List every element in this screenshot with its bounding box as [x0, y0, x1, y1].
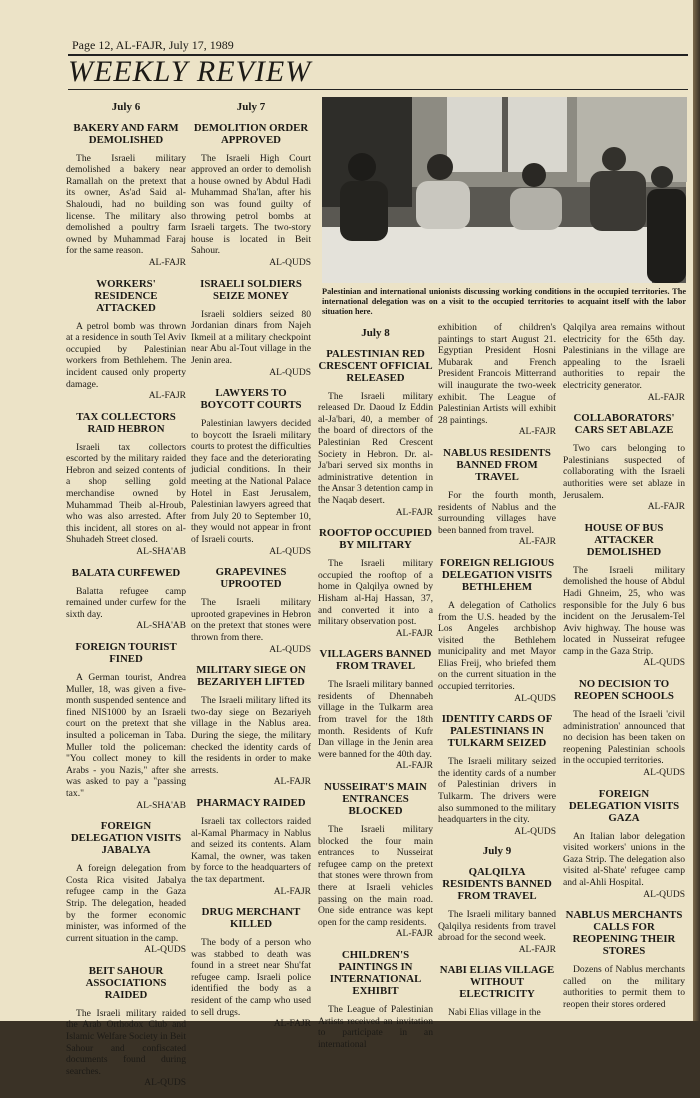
article-body: Nabi Elias village in the: [448, 1007, 541, 1019]
date-heading: July 9: [482, 845, 512, 858]
column-4: [438, 322, 556, 1019]
article-headline: FOREIGN DELEGATION VISITS JABALYA: [70, 820, 182, 857]
article-headline: BEIT SAHOUR ASSOCIATIONS RAIDED: [85, 964, 167, 1001]
article-headline: IDENTITY CARDS OF PALESTINIANS IN TULKARM SEIZED: [441, 713, 553, 750]
article-body: The Israeli military released Dr. Daoud Iz Eddin al-Ja'bari, 40, a member of the board of directors of the Palestinian Red Crescent Society in Hebron. Dr. al-Ja'bari served six months in administrative detention in the Ansar 3 detention camp in the Naqab desert.: [318, 390, 433, 506]
article-headline: BALATA CURFEWED: [71, 566, 181, 579]
article-headline: NABLUS RESIDENTS BANNED FROM TRAVEL: [443, 446, 551, 483]
article-source: AL-SHA'AB: [136, 800, 186, 811]
article-source: AL-FAJR: [518, 427, 556, 438]
page-folio: Page 12, AL-FAJR, July 17, 1989: [72, 38, 234, 52]
date-heading: July 7: [236, 101, 266, 113]
page-binding-edge: [693, 0, 700, 1021]
article-source: AL-QUDS: [269, 644, 311, 655]
article-body: Israeli tax collectors escorted by the military raided Hebron and seized contents of a shop selling gold merchandise owned by Muhammad Theib al-Hroub, who was also arrested. After this incident, all stores on al-Shuhadeh Street closed.: [66, 441, 186, 546]
article-body: An Italian labor delegation visited workers' unions in the Gaza Strip. The delegation also visited al-Shate' refugee camp and al-Ahli Hospital.: [563, 830, 685, 888]
article-source: AL-QUDS: [643, 768, 685, 779]
article-source: AL-FAJR: [148, 257, 186, 268]
column-5: [563, 322, 685, 1011]
article-source: AL-QUDS: [144, 945, 186, 956]
article-body: A foreign delegation from Costa Rica visited Jabalya refugee camp in the Gaza Strip. The delegation, headed by the former economic minister, was informed of the current situation in the camp.: [66, 863, 186, 944]
article-source: AL-QUDS: [269, 257, 311, 268]
article-source: AL-FAJR: [273, 886, 311, 897]
article-body: The Israeli military uprooted grapevines in Hebron on the pretext that stones were thrown from there.: [191, 597, 311, 643]
article-body: Qalqilya area remains without electricity for the 65th day. Palestinians in the village are appealing to the Israeli authorities to repair the electricity generator.: [563, 322, 685, 391]
article-body: Two cars belonging to Palestinians suspected of collaborating with the Israeli authorities were set ablaze in Jerusalem.: [563, 443, 685, 501]
article-headline: FOREIGN TOURIST FINED: [75, 641, 177, 665]
article-source: AL-FAJR: [273, 777, 311, 788]
article-headline: BAKERY AND FARM DEMOLISHED: [73, 121, 179, 146]
article-body: Israeli soldiers seized 80 Jordanian dinars from Najeh Ikmeil at a military checkpoint near Abu al-Tout village in the Jenin area.: [191, 308, 311, 366]
article-body: A petrol bomb was thrown at a residence in south Tel Aviv occupied by Palestinian workers from Bethlehem. The incident caused only property damage.: [66, 320, 186, 390]
column-2: [191, 96, 311, 1039]
article-source: AL-QUDS: [514, 693, 556, 704]
article-body: The League of Palestinian Artists received an invitation to participate in an international: [318, 1003, 433, 1050]
article-source: AL-QUDS: [144, 1078, 186, 1089]
article-source: AL-QUDS: [514, 826, 556, 837]
article-headline: VILLAGERS BANNED FROM TRAVEL: [319, 648, 432, 673]
article-headline: PALESTINIAN RED CRESCENT OFFICIAL RELEASED: [318, 347, 433, 384]
article-headline: QALQILYA RESIDENTS BANNED FROM TRAVEL: [442, 866, 552, 902]
article-headline: NABLUS MERCHANTS CALLS FOR REOPENING THEIR STORES: [565, 909, 683, 958]
article-body: The Israeli military banned Qalqilya residents from travel abroad for the second week.: [438, 909, 556, 944]
article-headline: PHARMACY RAIDED: [196, 796, 306, 809]
article-source: AL-FAJR: [148, 391, 186, 402]
article-source: AL-FAJR: [518, 944, 556, 955]
article-body: Israeli tax collectors raided al-Kamal Pharmacy in Nablus and seized its contents. Alam Kamal, the owner, was taken by force to the headquarters of the tax department.: [191, 815, 311, 885]
article-body: The Israeli military blocked the four main entrances to Nusseirat refugee camp on the pretext that stones were thrown from there at Israeli vehicles passing on the main road. One side entrance was kept open for the camp residents.: [318, 824, 433, 928]
article-headline: COLLABORATORS' CARS SET ABLAZE: [573, 412, 675, 437]
article-body: The head of the Israeli 'civil administration' announced that no decision has been taken on reopening Palestinian schools in the occupied territories.: [563, 709, 685, 767]
date-heading: July 6: [111, 101, 141, 113]
date-heading: July 8: [361, 327, 390, 339]
article-headline: MILITARY SIEGE ON BEZARIYEH LIFTED: [196, 664, 306, 689]
article-body: exhibition of children's paintings to start August 21. Egyptian President Hosni Mubarak and French President Francois Mitterrand will inaugurate the two-week exhibit. The League of Palestinian Artists will exhibit 28 paintings.: [438, 322, 556, 426]
article-headline: CHILDREN'S PAINTINGS IN INTERNATIONAL EXHIBIT: [329, 948, 422, 997]
article-source: AL-FAJR: [395, 929, 433, 940]
article-headline: NABI ELIAS VILLAGE WITHOUT ELECTRICITY: [439, 964, 555, 1001]
article-headline: GRAPEVINES UPROOTED: [215, 566, 287, 591]
article-source: AL-FAJR: [647, 502, 685, 513]
article-source: AL-QUDS: [643, 658, 685, 669]
article-body: The Israeli High Court approved an order to demolish a house owned by Abdul Hadi Muhammad Sha'lan, after his son was found guilty of throwing petrol bombs at Israeli targets. The two-story house is located in Beit Sahour.: [191, 152, 311, 257]
article-source: AL-QUDS: [643, 889, 685, 900]
article-source: AL-QUDS: [269, 367, 311, 378]
article-headline: NUSSEIRAT'S MAIN ENTRANCES BLOCKED: [324, 781, 427, 818]
article-body: A German tourist, Andrea Muller, 18, was given a five-month suspended sentence and fined NIS1000 by an Israeli court on the pretext that she insulted a policeman in Taba. Muller told the policeman: "You collect money to kill Arabs - you Nazis," after she was asked to pay a "passing tax.": [66, 672, 186, 799]
article-source: AL-SHA'AB: [136, 621, 186, 632]
article-body: For the fourth month, residents of Nablus and the surrounding villages have been banned from travel.: [438, 489, 556, 536]
article-headline: FOREIGN DELEGATION VISITS GAZA: [568, 787, 680, 824]
article-headline: NO DECISION TO REOPEN SCHOOLS: [574, 678, 674, 703]
article-body: The Israeli military demolished a bakery near Ramallah on the pretext that its owner, As'ad Said al-Shaloudi, had no building license. The military also demolished a poultry farm owned by Muhammad Faraj for the same reason.: [66, 152, 186, 257]
article-body: The body of a person who was stabbed to death was found in a street near Shu'fat refugee camp. Israeli police identified the body as a resident of the camp who used to sell drugs.: [191, 937, 311, 1018]
article-headline: DEMOLITION ORDER APPROVED: [193, 121, 309, 146]
section-title: WEEKLY REVIEW: [68, 55, 312, 88]
article-headline: ISRAELI SOLDIERS SEIZE MONEY: [200, 277, 302, 302]
column-3: [318, 322, 433, 1050]
article-headline: ROOFTOP OCCUPIED BY MILITARY: [319, 527, 432, 552]
column-1: [66, 96, 186, 1098]
article-headline: HOUSE OF BUS ATTACKER DEMOLISHED: [584, 521, 664, 558]
article-headline: LAWYERS TO BOYCOTT COURTS: [200, 387, 302, 412]
article-source: AL-FAJR: [647, 392, 685, 403]
article-source: AL-FAJR: [395, 761, 433, 772]
article-body: The Israeli military banned residents of Dhennabeh village in the Tulkarm area from travel for the 18th month. Residents of Kufr Dan village in the Jenin area were banned for the 40th day.: [318, 679, 433, 760]
article-source: AL-SHA'AB: [136, 547, 186, 558]
article-headline: DRUG MERCHANT KILLED: [201, 906, 301, 931]
article-source: AL-FAJR: [273, 1019, 311, 1030]
article-body: The Israeli military raided the Arab Orthodox Club and Islamic Welfare Society in Beit Sahour and confiscated documents found during searches.: [66, 1007, 187, 1077]
article-body: The Israeli military occupied the rooftop of a home in Qalqilya owned by Hisham al-Haj Hassan, 37, and converted it into a military observation post.: [318, 558, 433, 628]
article-body: The Israeli military lifted its two-day siege on Bezariyeh village in the Nablus area. During the siege, the military checked the identity cards of the residents in order to make arrests.: [191, 695, 311, 776]
article-headline: WORKERS' RESIDENCE ATTACKED: [94, 277, 158, 314]
article-source: AL-QUDS: [269, 546, 311, 557]
title-rule: [68, 89, 688, 90]
article-headline: FOREIGN RELIGIOUS DELEGATION VISITS BETHLEHEM: [439, 556, 555, 593]
article-source: AL-FAJR: [395, 507, 433, 518]
article-body: Palestinian lawyers decided to boycott the Israeli military courts to protest the difficulties they face and the deteriorating judicial conditions. In their meeting at the National Palace Hotel in East Jerusalem, Palestinian lawyers agreed that from July 20 to September 10, they would not appear in front of Israeli courts.: [191, 418, 311, 546]
photo-caption: Palestinian and international unionists discussing working conditions in the occupied territories. The international delegation was on a visit to the occupied territories to acquaint itself with the labor situation here.: [322, 287, 686, 316]
news-photo: [322, 97, 686, 283]
article-headline: TAX COLLECTORS RAID HEBRON: [76, 410, 176, 435]
article-body: The Israeli military seized the identity cards of a number of Palestinian drivers in Tulkarm. The drivers were also summoned to the military headquarters in the city.: [438, 756, 556, 826]
article-body: The Israeli military demolished the house of Abdul Hadi Ghneim, 25, who was responsible for the July 6 bus incident on the Jerusalem-Tel Aviv highway. The house was located in Nusseirat refugee camp in the Gaza Strip.: [563, 564, 685, 657]
article-body: A delegation of Catholics from the U.S. headed by the Los Angeles archbishop visited the Bethlehem municipality and met Mayor Elias Freij, who briefed them on the current situation in the occupied territories.: [438, 599, 556, 693]
photo-illustration: [322, 97, 686, 283]
article-source: AL-FAJR: [395, 628, 433, 639]
article-body: Dozens of Nablus merchants called on the military authorities to permit them to reopen their stores ordered: [563, 964, 685, 1010]
article-body: Balatta refugee camp remained under curfew for the sixth day.: [66, 585, 186, 620]
article-source: AL-FAJR: [518, 537, 556, 548]
